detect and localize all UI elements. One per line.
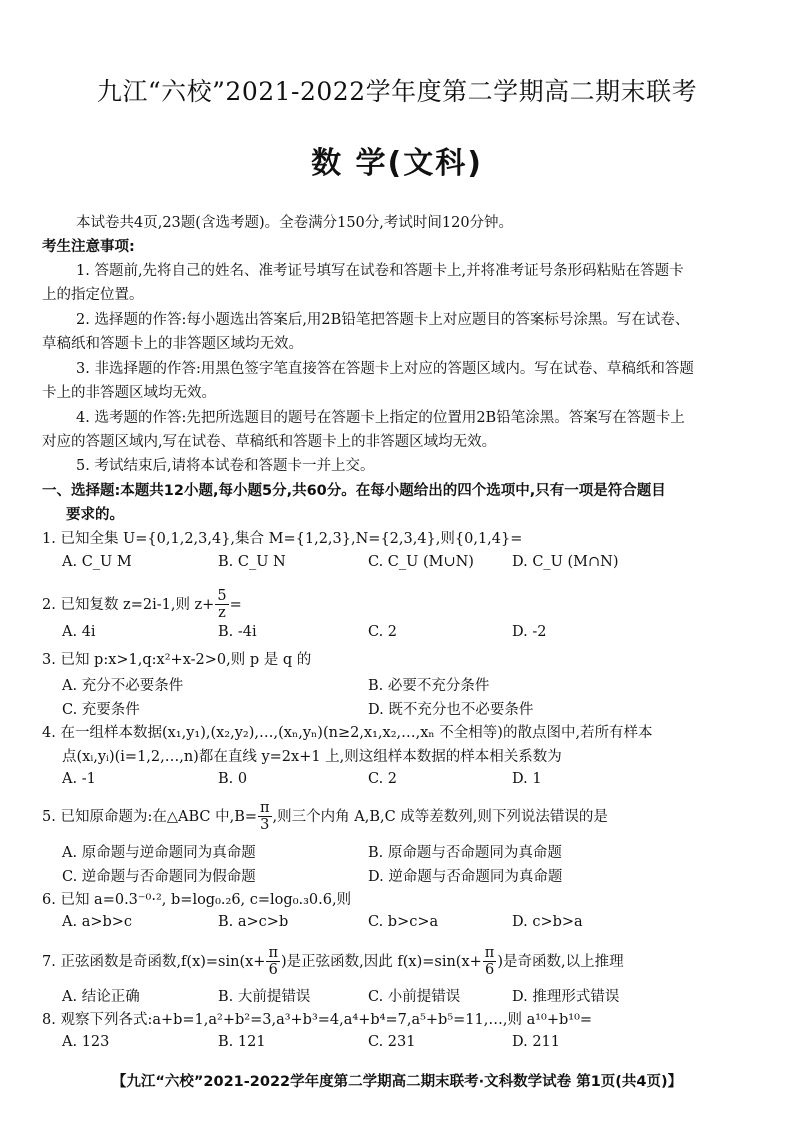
q5-stem: [42, 800, 608, 833]
q2-option-c: C. 2: [368, 624, 398, 640]
q2-frac-den: z: [218, 605, 226, 621]
q5-stem-text: 5. 已知原命题为:在△ABC 中,B=: [42, 808, 257, 825]
exam-title: 九江“六校”2021-2022学年度第二学期高二期末联考: [96, 77, 698, 106]
q5-option-c: C. 逆命题与否命题同为假命题: [62, 869, 256, 885]
q7-stem: [42, 945, 624, 978]
notice-2-line1: 2. 选择题的作答:每小题选出答案后,用2B铅笔把答题卡上对应题目的答案标号涂黑。写在试卷、: [76, 312, 690, 328]
q7-frac1-num: π: [268, 945, 278, 961]
q2-frac-num: 5: [217, 588, 227, 604]
q3-option-c: C. 充要条件: [62, 702, 140, 718]
q2-option-a: A. 4i: [62, 624, 96, 640]
q7-frac1-den: 6: [268, 962, 278, 978]
q7-frac2-num: π: [484, 945, 495, 961]
q8-option-d: D. 211: [512, 1034, 561, 1050]
q7-option-a: A. 结论正确: [62, 989, 140, 1005]
q6-option-c: C. b>c>a: [368, 914, 439, 930]
q7-option-c: C. 小前提错误: [368, 989, 461, 1005]
notice-4-line1: 4. 选考题的作答:先把所选题目的题号在答题卡上指定的位置用2B铅笔涂黑。答案写在答题卡上: [76, 410, 685, 426]
q5-fraction: [258, 800, 272, 833]
q2-option-b: B. -4i: [218, 624, 257, 640]
q6-option-b: B. a>c>b: [218, 914, 289, 930]
q5-stem-tail: ,则三个内角 A,B,C 成等差数列,则下列说法错误的是: [272, 808, 608, 825]
q4-option-c: C. 2: [368, 771, 398, 787]
notice-1-line1: 1. 答题前,先将自己的姓名、准考证号填写在试卷和答题卡上,并将准考证号条形码粘贴在答题卡: [76, 263, 684, 279]
q8-option-a: A. 123: [62, 1034, 110, 1050]
q6-stem: 6. 已知 a=0.3⁻⁰·², b=log₀.₂6, c=log₀.₃0.6,则: [42, 892, 352, 908]
q7-stem-part1: 7. 正弦函数是奇函数,f(x)=sin(x+: [42, 953, 266, 970]
q4-option-a: A. -1: [62, 771, 96, 787]
q4-option-d: D. 1: [512, 771, 542, 787]
notice-3-line1: 3. 非选择题的作答:用黑色签字笔直接答在答题卡上对应的答题区域内。写在试卷、草稿纸和答题: [76, 361, 694, 377]
q8-option-b: B. 121: [218, 1034, 266, 1050]
q3-option-b: B. 必要不充分条件: [368, 678, 490, 694]
q1-option-d: D. C_U (M∩N): [512, 554, 619, 570]
q7-stem-part3: )是奇函数,以上推理: [497, 953, 624, 970]
q7-option-d: D. 推理形式错误: [512, 989, 620, 1005]
q5-option-a: A. 原命题与逆命题同为真命题: [62, 845, 256, 861]
q7-fraction-1: [266, 945, 280, 978]
q4-stem-line1: 4. 在一组样本数据(x₁,y₁),(x₂,y₂),…,(xₙ,yₙ)(n≥2,x₁,x₂,…,xₙ 不全相等)的散点图中,若所有样本: [42, 725, 653, 741]
q3-stem: 3. 已知 p:x>1,q:x²+x-2>0,则 p 是 q 的: [42, 652, 312, 668]
q8-option-c: C. 231: [368, 1034, 416, 1050]
notice-1-line2: 上的指定位置。: [42, 287, 144, 303]
section1-heading-line1: 一、选择题:本题共12小题,每小题5分,共60分。在每小题给出的四个选项中,只有一项是符合题目: [42, 483, 666, 499]
q7-stem-part2: )是正弦函数,因此 f(x)=sin(x+: [281, 953, 482, 970]
q1-option-b: B. C_U N: [218, 554, 286, 570]
q5-option-d: D. 逆命题与否命题同为真命题: [368, 869, 563, 885]
q8-stem: 8. 观察下列各式:a+b=1,a²+b²=3,a³+b³=4,a⁴+b⁴=7,a⁵+b⁵=11,…,则 a¹⁰+b¹⁰=: [42, 1012, 593, 1028]
notice-3-line2: 卡上的非答题区域均无效。: [42, 385, 216, 401]
intro-text: 本试卷共4页,23题(含选考题)。全卷满分150分,考试时间120分钟。: [76, 215, 514, 231]
q2-stem-text: 2. 已知复数 z=2i-1,则 z+: [42, 596, 215, 613]
q5-frac-num: π: [260, 800, 270, 816]
notice-5: 5. 考试结束后,请将本试卷和答题卡一并上交。: [76, 458, 375, 474]
q2-option-d: D. -2: [512, 624, 547, 640]
q7-frac2-den: 6: [484, 962, 495, 978]
q4-option-b: B. 0: [218, 771, 248, 787]
q2-stem-tail: =: [229, 596, 242, 613]
subject-title: 数 学(文科): [311, 146, 483, 181]
q2-fraction: [215, 588, 228, 621]
q6-option-d: D. c>b>a: [512, 914, 583, 930]
q1-option-c: C. C_U (M∪N): [368, 554, 474, 570]
q7-option-b: B. 大前提错误: [218, 989, 311, 1005]
q4-stem-line2: 点(xᵢ,yᵢ)(i=1,2,…,n)都在直线 y=2x+1 上,则这组样本数据的样本相关系数为: [62, 749, 562, 765]
section1-heading-line2: 要求的。: [66, 507, 124, 523]
notice-title: 考生注意事项:: [42, 239, 135, 255]
page-footer: 【九江“六校”2021-2022学年度第二学期高二期末联考·文科数学试卷 第1页(共4页)】: [111, 1074, 683, 1090]
q1-stem: 1. 已知全集 U={0,1,2,3,4},集合 M={1,2,3},N={2,3,4},则{0,1,4}=: [42, 531, 523, 547]
q3-option-a: A. 充分不必要条件: [62, 678, 184, 694]
notice-4-line2: 对应的答题区域内,写在试卷、草稿纸和答题卡上的非答题区域均无效。: [42, 434, 497, 450]
q2-stem: [42, 588, 242, 621]
q6-option-a: A. a>b>c: [62, 914, 133, 930]
notice-2-line2: 草稿纸和答题卡上的非答题区域均无效。: [42, 336, 303, 352]
q5-frac-den: 3: [260, 817, 270, 833]
q5-option-b: B. 原命题与否命题同为真命题: [368, 845, 562, 861]
q3-option-d: D. 既不充分也不必要条件: [368, 702, 534, 718]
q1-option-a: A. C_U M: [62, 554, 132, 570]
q7-fraction-2: [483, 945, 497, 978]
